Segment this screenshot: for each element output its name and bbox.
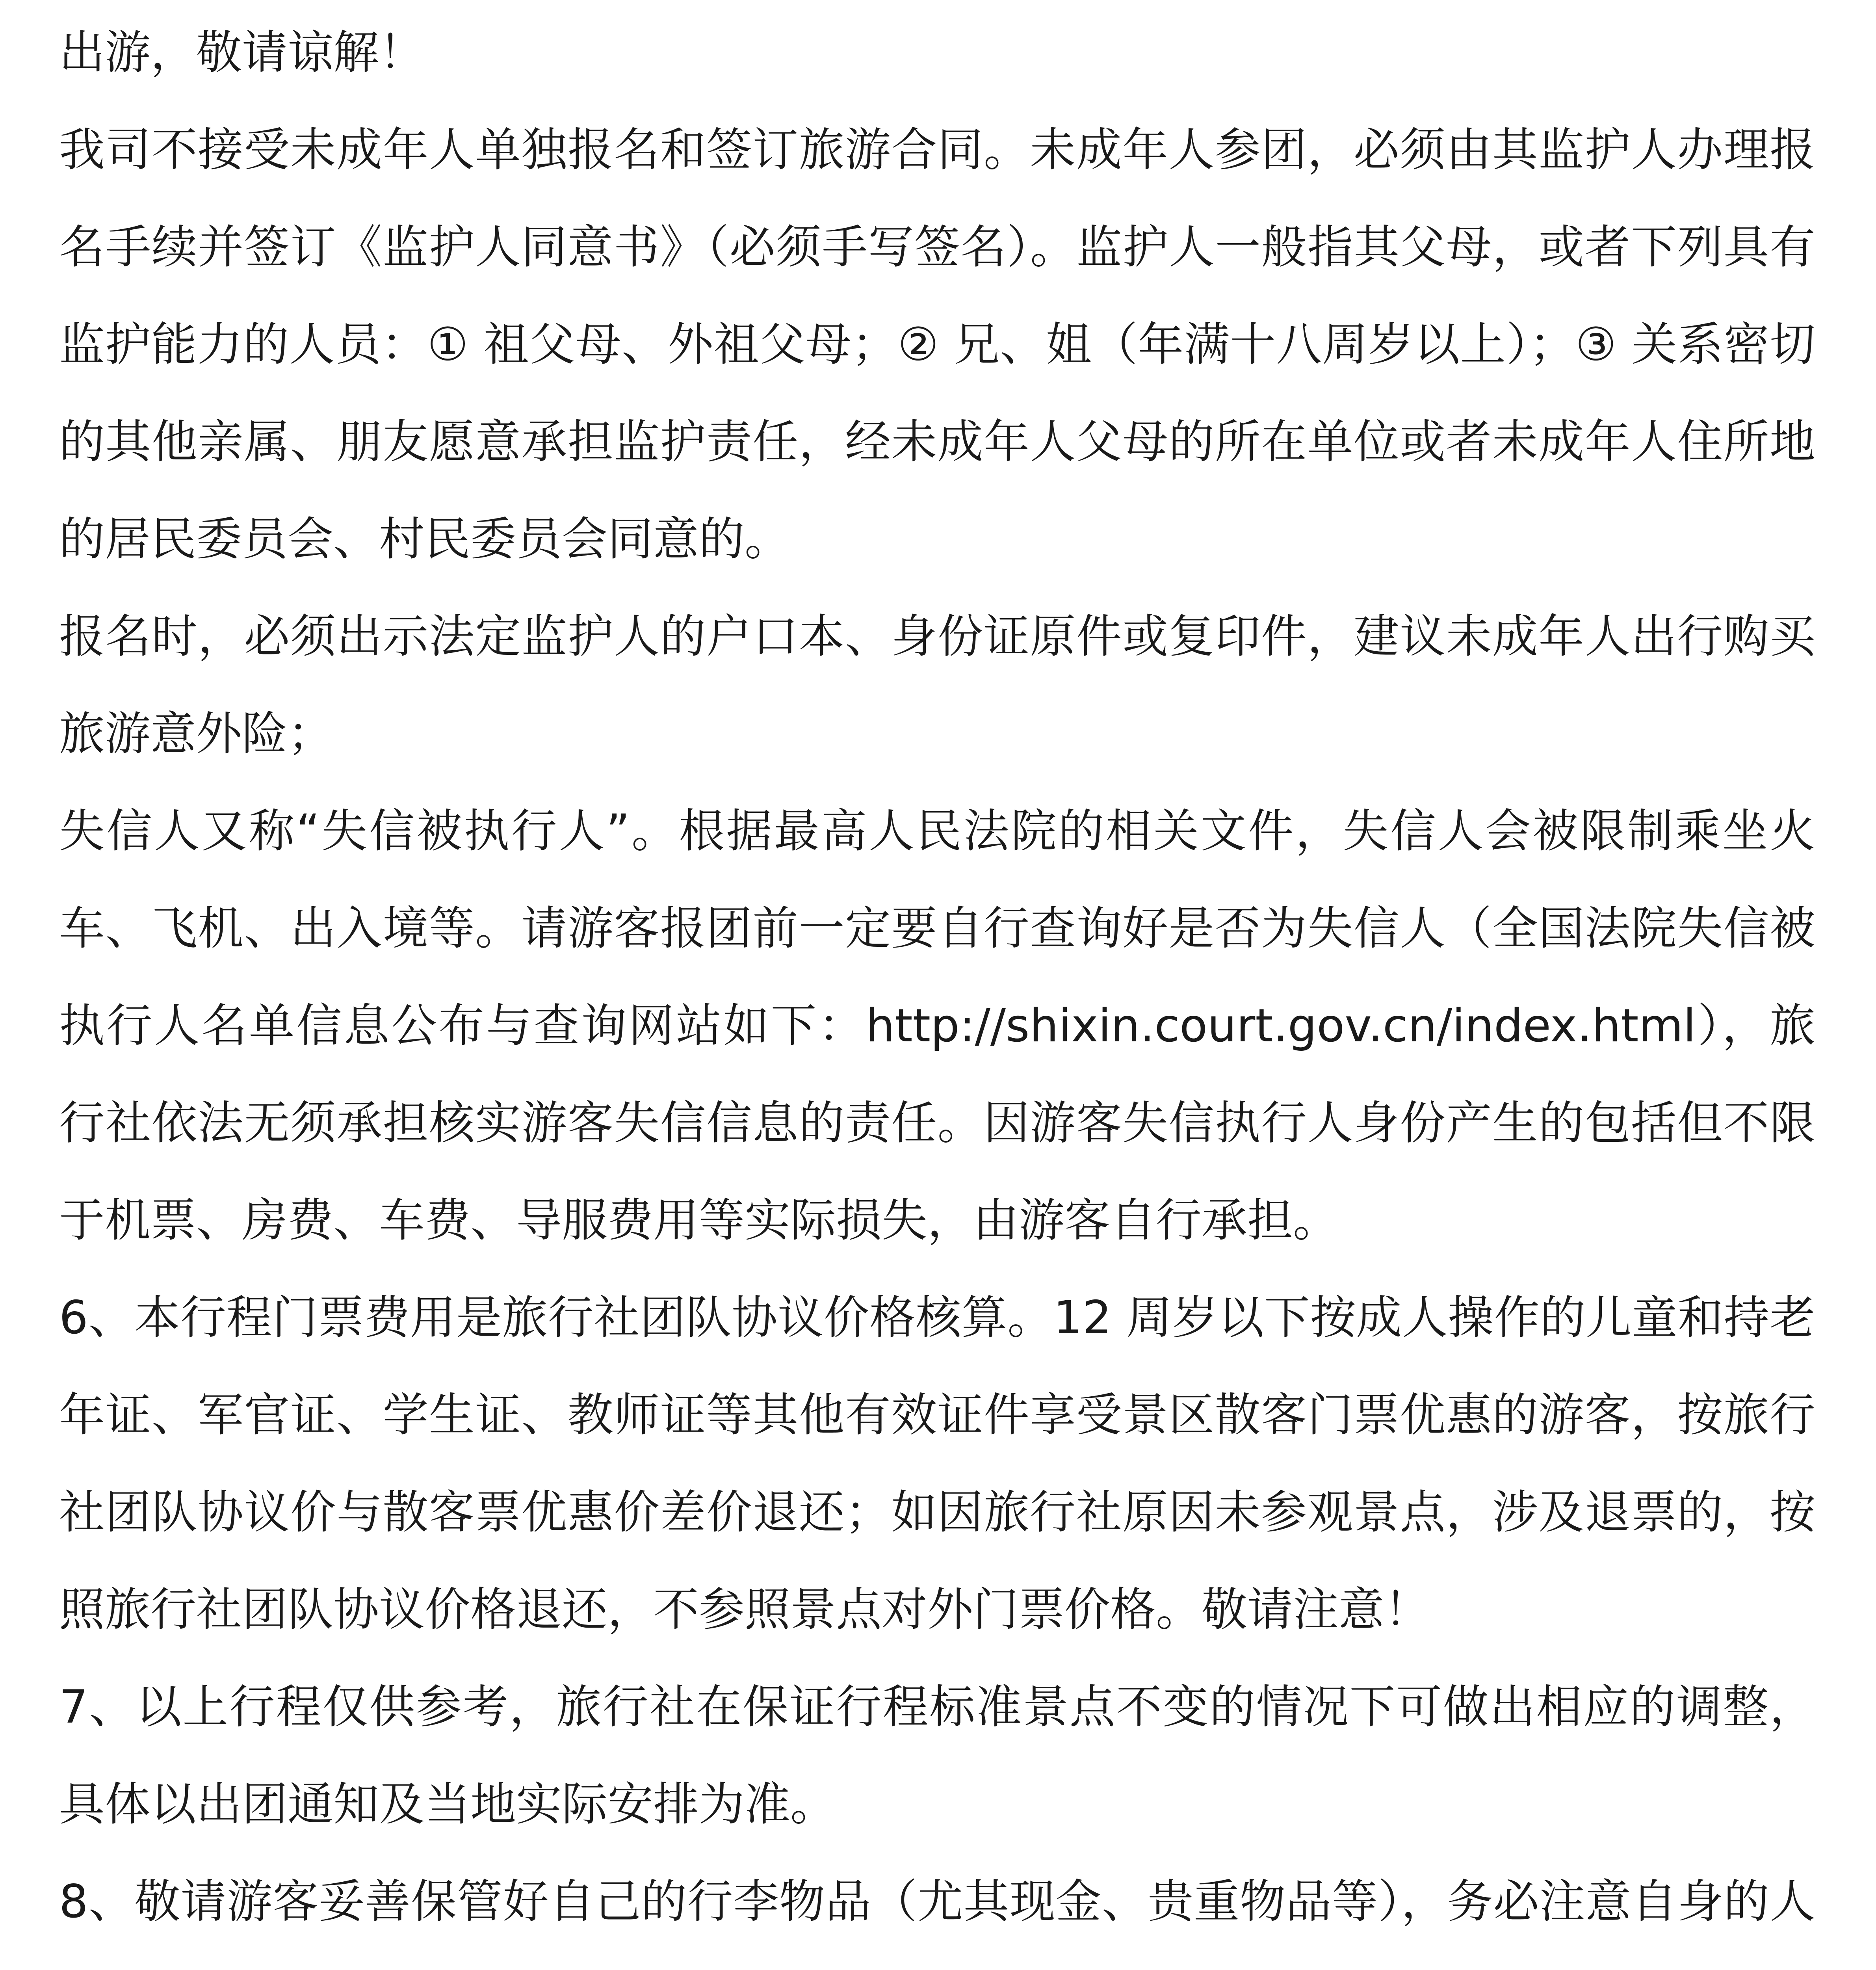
document-page bbox=[59, 4, 1815, 1970]
paragraph-item-8-safety: 8、敬请游客妥善保管好自己的行李物品（尤其现金、贵重物品等），务必注意自身的人 bbox=[59, 1875, 1815, 1928]
paragraph-minor-guardian: 我司不接受未成年人单独报名和签订旅游合同。未成年人参团，必须由其监护人办理报名手续并签订《监护人同意书》（必须手写签名）。监护人一般指其父母，或者下列具有监护能力的人员：① 祖父母、外祖父母；② 兄、姐（年满十八周岁以上）；③ 关系密切的其他亲属、朋友愿意承担监护责任，经未成年人父母的所在单位或者未成年人住所地的居民委员会、村民委员会同意的。 bbox=[59, 123, 1815, 566]
paragraph-registration-documents: 报名时，必须出示法定监护人的户口本、身份证原件或复印件，建议未成年人出行购买旅游意外险； bbox=[59, 610, 1815, 760]
paragraph-dishonest-text-b: ），旅行社依法无须承担核实游客失信信息的责任。因游客失信执行人身份产生的包括但不限于机票、房费、车费、导服费用等实际损失，由游客自行承担。 bbox=[59, 999, 1815, 1247]
paragraph-item-6-tickets: 6、本行程门票费用是旅行社团队协议价格核算。12 周岁以下按成人操作的儿童和持老年证、军官证、学生证、教师证等其他有效证件享受景区散客门票优惠的游客，按旅行社团队协议价与散客票优惠价差价退还；如因旅行社原因未参观景点，涉及退票的，按照旅行社团队协议价格退还，不参照景点对外门票价格。敬请注意！ bbox=[59, 1291, 1815, 1636]
court-website-url: http://shixin.court.gov.cn/index.html bbox=[866, 999, 1696, 1052]
paragraph-item-7-itinerary: 7、以上行程仅供参考，旅行社在保证行程标准景点不变的情况下可做出相应的调整，具体以出团通知及当地实际安排为准。 bbox=[59, 1680, 1815, 1831]
paragraph-dishonest-persons bbox=[59, 782, 1815, 1269]
paragraph-dishonest-text-a: 失信人又称“失信被执行人”。根据最高人民法院的相关文件，失信人会被限制乘坐火车、飞机、出入境等。请游客报团前一定要自行查询好是否为失信人（全国法院失信被执行人名单信息公布与查询网站如下： bbox=[59, 805, 1815, 1052]
paragraph-continuation: 出游，敬请谅解！ bbox=[59, 26, 425, 79]
